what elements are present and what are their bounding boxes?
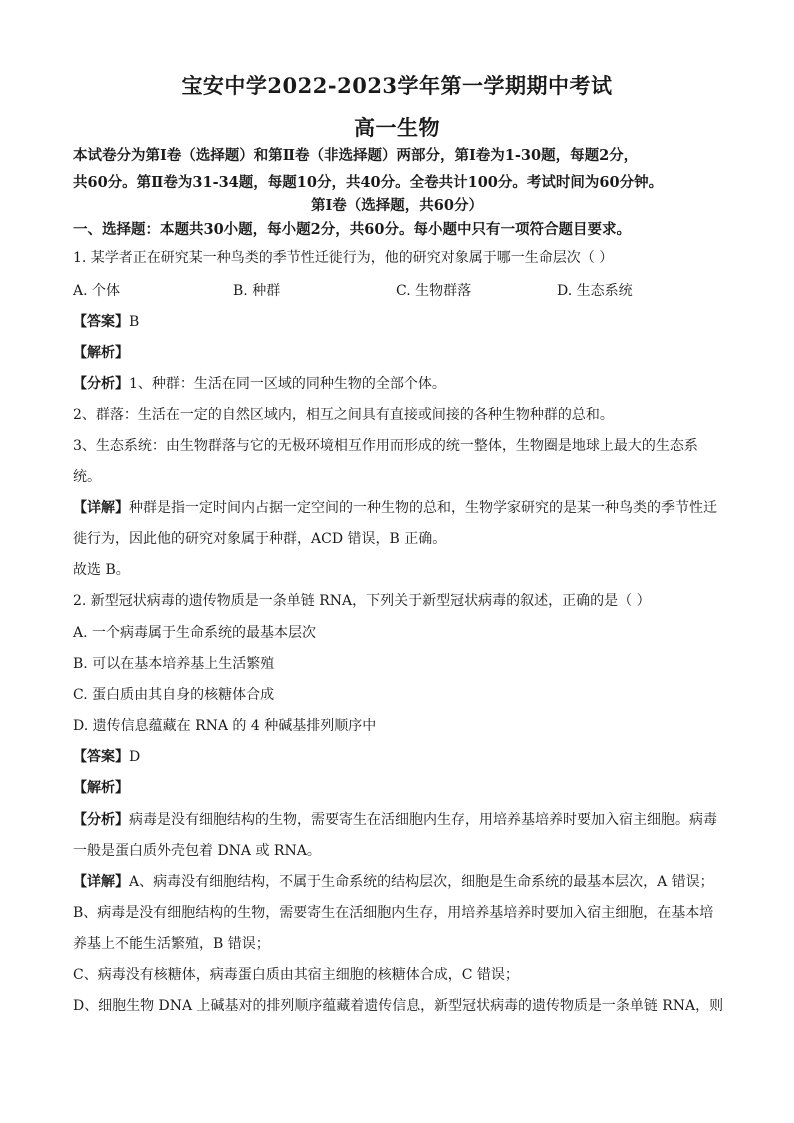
q1-stem: 1. 某学者正在研究某一种鸟类的季节性迁徙行为，他的研究对象属于哪一生命层次（ ）: [73, 250, 614, 266]
q2-option-a: A. 一个病毒属于生命系统的最基本层次: [73, 625, 317, 641]
q1-fenxi-2: 2、群落：生活在一定的自然区域内，相互之间具有直接或间接的各种生物种群的总和。: [73, 407, 614, 423]
q2-fenxi-b: 一般是蛋白质外壳包着 DNA 或 RNA。: [73, 843, 321, 859]
q1-fenxi-1: [73, 374, 723, 394]
q1-fenxi-3b: 统。: [73, 469, 101, 485]
intro-line-1: 本试卷分为第Ⅰ卷（选择题）和第Ⅱ卷（非选择题）两部分，第Ⅰ卷为1-30题，每题2分，: [73, 147, 639, 164]
q2-answer-value: D: [129, 749, 141, 765]
q2-xiangjie-b2: 养基上不能生活繁殖，B 错误；: [73, 936, 270, 952]
q1-analysis-tag: 【解析】: [73, 345, 129, 361]
q1-option-d: D. 生态系统: [557, 283, 633, 299]
q2-option-d: D. 遗传信息蕴藏在 RNA 的 4 种碱基排列顺序中: [73, 718, 377, 734]
q2-xiangjie-c: C、病毒没有核糖体，病毒蛋白质由其宿主细胞的核糖体合成，C 错误；: [73, 967, 519, 983]
q2-xiangjie-a-text: A、病毒没有细胞结构，不属于生命系统的结构层次，细胞是生命系统的最基本层次，A 错误；: [129, 874, 714, 890]
q2-xiangjie-tag: 【详解】: [73, 874, 129, 890]
q2-xiangjie-a: [73, 872, 723, 892]
q1-option-b: B. 种群: [233, 283, 281, 299]
intro-line-2: 共60分。第Ⅱ卷为31-34题，每题10分，共40分。全卷共计100分。考试时间为60分钟。: [73, 174, 664, 191]
subject-title: 高一生物: [354, 115, 440, 140]
q1-xiangjie-a: [73, 498, 723, 518]
q1-conclusion: 故选 B。: [73, 562, 130, 578]
q1-answer-tag: 【答案】: [73, 314, 129, 330]
q1-xiangjie-b: 徙行为，因此他的研究对象属于种群，ACD 错误，B 正确。: [73, 531, 447, 547]
q2-answer: [73, 747, 723, 767]
q1-xiangjie-a-text: 种群是指一定时间内占据一定空间的一种生物的总和，生物学家研究的是某一种鸟类的季节性迁: [129, 500, 717, 516]
q1-answer-value: B: [129, 314, 140, 330]
q1-option-a: A. 个体: [73, 283, 121, 299]
q2-analysis-tag: 【解析】: [73, 780, 129, 796]
q2-fenxi-a-text: 病毒是没有细胞结构的生物，需要寄生在活细胞内生存，用培养基培养时要加入宿主细胞。病毒: [129, 812, 717, 828]
q1-option-c: C. 生物群落: [396, 283, 472, 299]
q2-stem: 2. 新型冠状病毒的遗传物质是一条单链 RNA，下列关于新型冠状病毒的叙述，正确的是（ ）: [73, 593, 651, 609]
q1-answer: [73, 312, 723, 332]
exam-title: 宝安中学2022-2023学年第一学期期中考试: [181, 73, 613, 98]
q1-fenxi-1-text: 1、种群：生活在同一区域的同种生物的全部个体。: [129, 376, 446, 392]
q2-xiangjie-b1: B、病毒是没有细胞结构的生物，需要寄生在活细胞内生存，用培养基培养时要加入宿主细胞，在基本培: [73, 905, 714, 921]
section-heading: 一、选择题：本题共30小题，每小题2分，共60分。每小题中只有一项符合题目要求。: [73, 221, 631, 238]
q1-fenxi-tag: 【分析】: [73, 376, 129, 392]
q2-option-b: B. 可以在基本培养基上生活繁殖: [73, 656, 275, 672]
part-heading: 第Ⅰ卷（选择题，共60分）: [311, 197, 483, 214]
q2-answer-tag: 【答案】: [73, 749, 129, 765]
q2-fenxi-tag: 【分析】: [73, 812, 129, 828]
q2-fenxi-a: [73, 810, 723, 830]
q1-fenxi-3a: 3、生态系统：由生物群落与它的无极环境相互作用而形成的统一整体，生物圈是地球上最大的生态系: [73, 438, 698, 454]
q2-xiangjie-d: D、细胞生物 DNA 上碱基对的排列顺序蕴藏着遗传信息，新型冠状病毒的遗传物质是一条单链 RNA，则: [73, 998, 724, 1014]
q2-option-c: C. 蛋白质由其自身的核糖体合成: [73, 687, 275, 703]
q1-xiangjie-tag: 【详解】: [73, 500, 129, 516]
